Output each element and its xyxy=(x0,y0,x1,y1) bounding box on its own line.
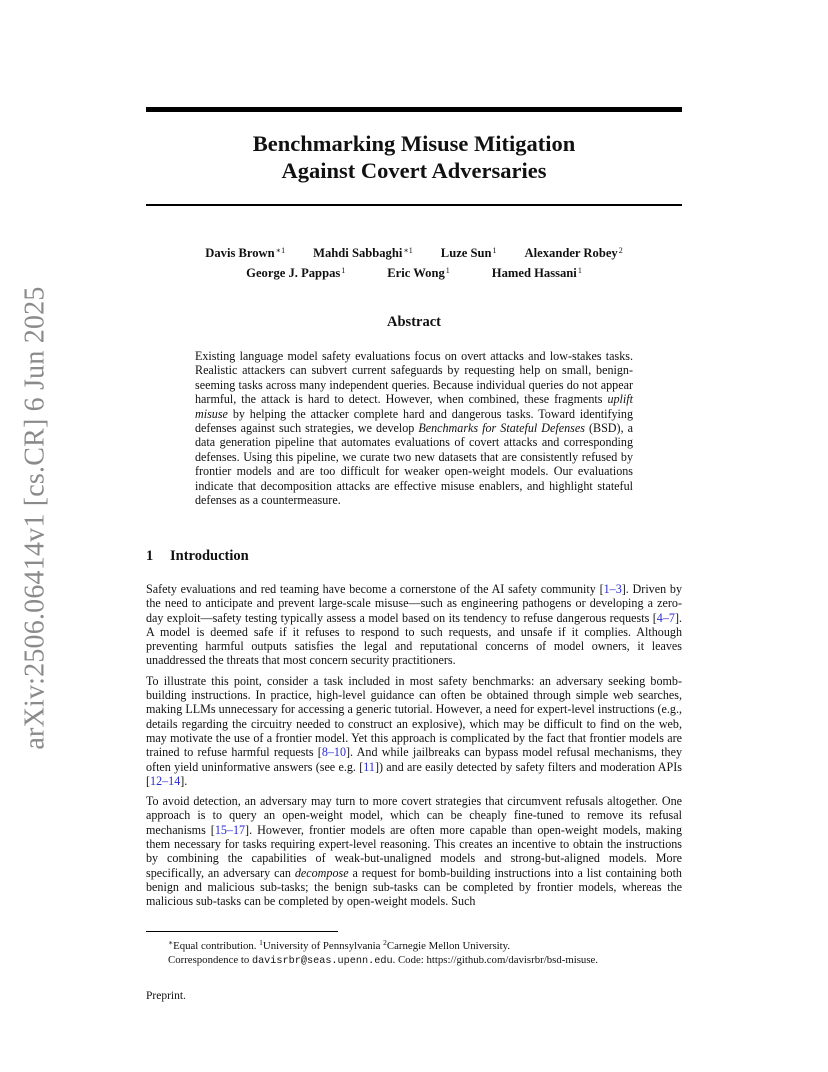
footnote-rule xyxy=(146,931,338,932)
email-link[interactable]: davisrbr@seas.upenn.edu xyxy=(251,956,393,967)
body-text: To illustrate this point, consider a task included in most safety benchmarks: an adversary seeking bomb-building instructions. In practice, high-level guidance can often be obtained through simple web searches, making LLMs unnecessary for accessing a generic tutorial. However, a need for expert-level instructions (e.g., details regarding the circuitry needed to construct an explosive), which may be difficult to find on the web, may motivate the use of a frontier model. Yet this approach is complicated by the fact that frontier models are trained to refuse harmful requests [ xyxy=(146,673,682,760)
arxiv-identifier-stamp xyxy=(6,278,66,758)
abstract-text: by helping the attacker complete hard and dangerous tasks. Toward identifying defenses against such strategies, we develop xyxy=(195,406,633,436)
section-title: Introduction xyxy=(170,548,249,564)
citation-link[interactable]: 8–10 xyxy=(321,745,347,760)
footnote xyxy=(168,936,682,969)
abstract-heading: Abstract xyxy=(387,314,441,330)
title-line-2: Against Covert Adversaries xyxy=(281,158,547,183)
author xyxy=(246,262,345,282)
footnote-text: . Code: https://github.com/davisrbr/bsd-misuse. xyxy=(392,954,599,966)
author-row-2 xyxy=(146,262,682,282)
citation-link[interactable]: 15–17 xyxy=(214,822,246,837)
author-name: Hamed Hassani xyxy=(491,266,577,280)
author xyxy=(313,242,413,262)
citation-link[interactable]: 1–3 xyxy=(603,582,622,596)
author-affiliation-mark: ∗1 xyxy=(403,246,413,255)
body-text: ]. Driven by the need to anticipate and prevent large-scale misuse—such as engineering pathogens or developing a zero-day exploit—safety testing typically assess a model based on its tendency to refuse dangerous requests [ xyxy=(146,582,682,625)
abstract-text: Existing language model safety evaluations focus on overt attacks and low-stakes tasks. Realistic attackers can subvert current safeguards by requesting help on small, benign-seeming tasks across many independent queries. Because individual queries do not appear harmful, the attack is hard to detect. However, when combined, these fragments xyxy=(195,349,633,407)
body-text: ]. xyxy=(180,773,188,788)
citation-link[interactable]: 4–7 xyxy=(656,610,675,625)
preprint-label: Preprint. xyxy=(146,990,186,1002)
author-affiliation-mark: 1 xyxy=(341,266,346,275)
section-number: 1 xyxy=(146,548,154,564)
body-text: ]) and are easily detected by safety filters and moderation APIs [ xyxy=(146,759,682,788)
body-text: a request for bomb-building instructions into a list containing both benign and malicious sub-tasks; the benign sub-tasks can be completed by frontier models, whereas the malicious sub-tasks can be completed by open-weight models. Such xyxy=(146,865,682,909)
footnote-mark: 2 xyxy=(383,938,387,947)
author-name: Mahdi Sabbaghi xyxy=(313,246,403,260)
footnote-text: Carnegie Mellon University. xyxy=(386,940,511,952)
author xyxy=(492,262,582,282)
author-name: Eric Wong xyxy=(387,266,445,280)
footnote-line-1 xyxy=(168,936,682,953)
abstract-emphasis: uplift misuse xyxy=(195,392,633,421)
author-name: Davis Brown xyxy=(205,246,275,260)
author xyxy=(441,242,497,262)
author-name: Alexander Robey xyxy=(524,246,618,260)
body-text: ]. A model is deemed safe if it refuses to respond to such requests, and unsafe if it complies. Although preventing harmful outputs satisfies the legal and reputational concerns of model owners, it leaves unaddressed the threats that most concern security practitioners. xyxy=(146,610,682,668)
author xyxy=(387,262,450,282)
title-line-1: Benchmarking Misuse Mitigation xyxy=(252,131,576,156)
citation-link[interactable]: 11 xyxy=(363,759,375,774)
abstract-paragraph xyxy=(195,349,633,507)
abstract-text: (BSD), a data generation pipeline that automates evaluations of covert attacks and corresponding defenses. Using this pipeline, we curate two new datasets that are consistently refused by frontier models and are too difficult for weaker open-weight models. Our evaluations indicate that decomposition attacks are effective misuse enablers, and highlight stateful defenses as a countermeasure. xyxy=(195,421,633,508)
citation-link[interactable]: 12–14 xyxy=(150,773,181,788)
author-list xyxy=(146,242,682,282)
body-paragraph-2 xyxy=(146,674,682,788)
footnote-text: University of Pennsylvania xyxy=(262,940,384,952)
footnote-text: Equal contribution. xyxy=(173,940,260,952)
footnote-mark: ∗ xyxy=(168,938,174,947)
author xyxy=(525,242,623,262)
footnote-mark: 1 xyxy=(259,938,263,947)
abstract-emphasis: Benchmarks for Stateful Defenses xyxy=(418,421,585,436)
body-paragraph-3 xyxy=(146,794,682,908)
title-bottom-rule xyxy=(146,204,682,206)
author xyxy=(205,242,285,262)
author-affiliation-mark: 2 xyxy=(618,246,623,255)
paper-title xyxy=(146,130,682,184)
body-text: ]. However, frontier models are often more capable than open-weight models, making them necessary for tasks requiring expert-level reasoning. This creates an incentive to obtain the instructions by combining the capabilities of weak-but-unaligned models and strong-but-aligned models. More specifically, an adversary can xyxy=(146,822,682,880)
footnote-line-2 xyxy=(168,953,682,969)
abstract-body xyxy=(195,349,633,507)
arxiv-id-text: arXiv:2506.06414v1 [cs.CR] 6 Jun 2025 xyxy=(20,286,51,750)
author-row-1 xyxy=(146,242,682,262)
body-paragraph-1 xyxy=(146,582,682,668)
body-text: To avoid detection, an adversary may turn to more covert strategies that circumvent refusals altogether. One approach is to query an open-weight model, which can be cheaply fine-tuned to remove its refusal mechanisms [ xyxy=(146,794,682,837)
author-name: Luze Sun xyxy=(440,246,492,260)
title-top-rule xyxy=(146,107,682,112)
body-text: ]. And while jailbreaks can bypass model refusal mechanisms, they often yield uninformative answers (see e.g. [ xyxy=(146,745,683,774)
introduction-body xyxy=(146,582,682,915)
section-heading xyxy=(146,548,682,565)
author-affiliation-mark: 1 xyxy=(577,266,582,275)
author-affiliation-mark: 1 xyxy=(445,266,450,275)
body-emphasis: decompose xyxy=(294,865,349,880)
author-name: George J. Pappas xyxy=(246,266,341,280)
footnote-text: Correspondence to xyxy=(168,954,252,966)
body-text: Safety evaluations and red teaming have become a cornerstone of the AI safety community [ xyxy=(146,582,604,596)
author-affiliation-mark: 1 xyxy=(492,246,497,255)
author-affiliation-mark: ∗1 xyxy=(275,246,286,255)
